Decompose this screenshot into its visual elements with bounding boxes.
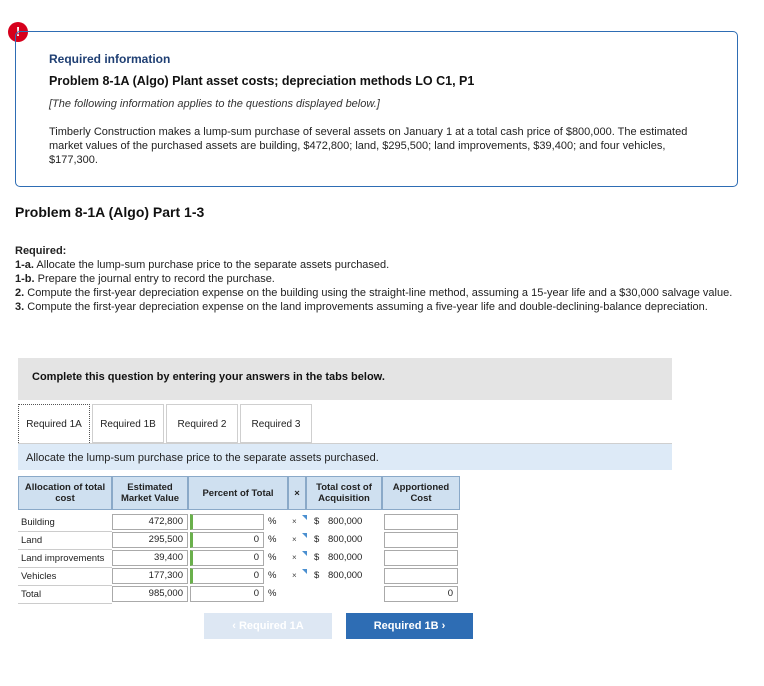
problem-description: Timberly Construction makes a lump-sum purchase of several assets on January 1 at a total cash price of $800,000. The estimated market values of the purchased assets are building, $472,800; land, $295,500; land improvements, $39,400; and four vehicles, $177,300. xyxy=(49,126,688,166)
times-sign: × xyxy=(292,571,297,580)
tab-instruction xyxy=(18,444,672,470)
cell-marker xyxy=(302,569,307,574)
percent-total: 0 xyxy=(190,586,264,602)
header-total-cost: Total cost of Acquisition xyxy=(306,476,382,510)
apportioned-total: 0 xyxy=(384,586,458,602)
required-text: Compute the first-year depreciation expense on the land improvements assuming a five-year life and double-declining-balance depreciation. xyxy=(24,301,708,313)
percent-unit: % xyxy=(268,516,277,527)
total-cost-land: 800,000 xyxy=(328,534,363,545)
total-cost-vehicles: 800,000 xyxy=(328,570,363,581)
percent-unit: % xyxy=(268,552,277,563)
instructions-text: Complete this question by entering your answers in the tabs below. xyxy=(32,371,385,383)
apportioned-input-vehicles[interactable] xyxy=(384,568,458,584)
required-key: 1-a. xyxy=(15,259,34,271)
tab-required-1b[interactable]: Required 1B xyxy=(92,404,164,443)
total-cost-building: 800,000 xyxy=(328,516,363,527)
market-value-land-improvements: 39,400 xyxy=(112,550,188,566)
tab-instruction-text: Allocate the lump-sum purchase price to the separate assets purchased. xyxy=(26,452,379,464)
market-value-total: 985,000 xyxy=(112,586,188,602)
percent-input-land-improvements[interactable]: 0 xyxy=(190,550,264,566)
required-key: 2. xyxy=(15,287,25,299)
times-sign: × xyxy=(292,553,297,562)
required-text: Prepare the journal entry to record the purchase. xyxy=(34,273,275,285)
required-key: 1-b. xyxy=(15,273,35,285)
percent-input-land[interactable]: 0 xyxy=(190,532,264,548)
percent-input-building[interactable] xyxy=(190,514,264,530)
required-item-1a xyxy=(15,258,735,272)
apportioned-input-building[interactable] xyxy=(384,514,458,530)
times-sign: × xyxy=(292,535,297,544)
info-heading: Required information xyxy=(49,52,171,66)
alert-icon: ! xyxy=(8,22,28,42)
required-item-1b xyxy=(15,272,735,286)
market-value-building: 472,800 xyxy=(112,514,188,530)
next-required-1b-button[interactable]: Required 1B › xyxy=(346,613,473,639)
header-apportioned: Apportioned Cost xyxy=(382,476,460,510)
total-cost-land-improvements: 800,000 xyxy=(328,552,363,563)
required-key: 3. xyxy=(15,301,25,313)
header-percent: Percent of Total xyxy=(188,476,288,510)
percent-unit: % xyxy=(268,534,277,545)
required-list xyxy=(15,244,735,314)
tab-required-2[interactable]: Required 2 xyxy=(166,404,238,443)
row-label-vehicles: Vehicles xyxy=(18,568,112,586)
cell-marker xyxy=(302,515,307,520)
row-label-total: Total xyxy=(18,586,112,604)
header-allocation: Allocation of total cost xyxy=(18,476,112,510)
row-label-land: Land xyxy=(18,532,112,550)
required-item-3 xyxy=(15,300,735,314)
apportioned-input-land[interactable] xyxy=(384,532,458,548)
apportioned-input-land-improvements[interactable] xyxy=(384,550,458,566)
market-value-land: 295,500 xyxy=(112,532,188,548)
info-note: [The following information applies to the questions displayed below.] xyxy=(49,98,380,110)
cell-marker xyxy=(302,533,307,538)
total-cost-dollar: $ xyxy=(314,516,320,527)
allocation-table xyxy=(18,476,460,604)
required-information-panel xyxy=(15,31,738,187)
instructions-bar xyxy=(18,358,672,400)
cell-marker xyxy=(302,551,307,556)
tab-required-1a[interactable]: Required 1A xyxy=(18,404,90,443)
percent-unit: % xyxy=(268,588,277,599)
required-label: Required: xyxy=(15,245,67,257)
total-cost-dollar: $ xyxy=(314,552,320,563)
required-text: Compute the first-year depreciation expense on the building using the straight-line method, assuming a 15-year life and a $30,000 salvage value. xyxy=(24,287,733,299)
row-label-building: Building xyxy=(18,514,112,532)
required-text: Allocate the lump-sum purchase price to the separate assets purchased. xyxy=(33,259,390,271)
times-sign: × xyxy=(292,517,297,526)
part-title: Problem 8-1A (Algo) Part 1-3 xyxy=(15,204,205,220)
problem-title: Problem 8-1A (Algo) Plant asset costs; depreciation methods LO C1, P1 xyxy=(49,74,475,88)
row-label-land-improvements: Land improvements xyxy=(18,550,112,568)
market-value-vehicles: 177,300 xyxy=(112,568,188,584)
header-market-value: Estimated Market Value xyxy=(112,476,188,510)
percent-unit: % xyxy=(268,570,277,581)
tab-required-3[interactable]: Required 3 xyxy=(240,404,312,443)
total-cost-dollar: $ xyxy=(314,570,320,581)
total-cost-dollar: $ xyxy=(314,534,320,545)
required-item-2 xyxy=(15,286,735,300)
percent-input-vehicles[interactable]: 0 xyxy=(190,568,264,584)
header-times: × xyxy=(288,476,306,510)
previous-required-1a-button[interactable]: ‹ Required 1A xyxy=(204,613,332,639)
